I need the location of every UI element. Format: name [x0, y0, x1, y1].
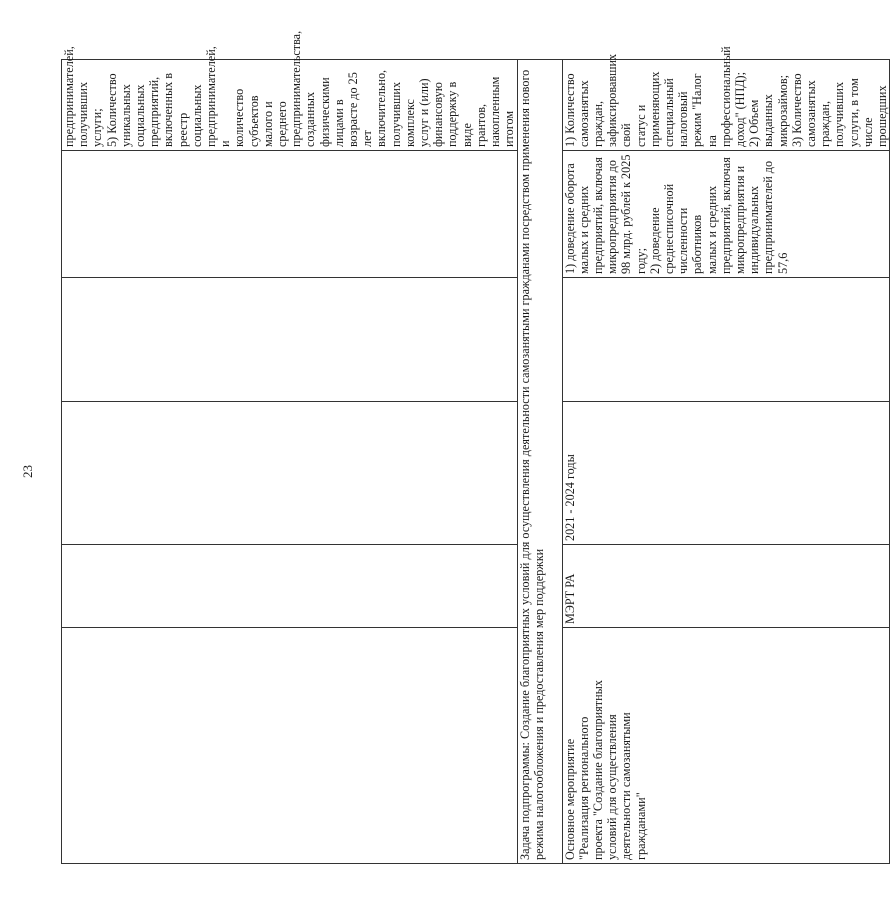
- cell-period: 2021 - 2024 годы: [562, 402, 890, 545]
- cell-executor: [62, 545, 518, 628]
- cell-indicators: 1) Количество самозанятых граждан, зафиксировавших свой статус и применяющих специальный налоговый режим "Налог на профессиональный доход" (НПД); 2) Объем выданных микрозаймов; 3) Количество самозанятых граждан, получивших услуги, в том числе прошедших: [562, 60, 890, 151]
- table-row-continuation: [62, 60, 518, 864]
- cell-period: [62, 402, 518, 545]
- page-number: 23: [20, 465, 35, 478]
- cell-event-name: Основное мероприятие "Реализация регионального проекта "Создание благоприятных условий для осуществления деятельности самозанятыми гражданами": [562, 628, 890, 864]
- cell-event: [62, 628, 518, 864]
- cell-indicators: предпринимателей, получивших услуги; 5) Количество уникальных социальных предприятий, включенных в реестр социальных предпринимателей, и количество субъектов малого и среднего предпринимательства, созданных физическими лицами в возрасте до 25 лет включительно, получивших комплекс услуг и (или) финансовую поддержку в виде грантов, накопленным итогом: [62, 60, 518, 151]
- cell-results: [62, 151, 518, 278]
- table-row-task: [517, 60, 562, 864]
- cell-executor: МЭРТ РА: [562, 545, 890, 628]
- program-table: [61, 30, 889, 864]
- table-row-event: [562, 60, 890, 864]
- task-heading: Задача подпрограммы: Создание благоприятных условий для осуществления деятельности самозанятыми гражданами посредством применения нового режима налогообложения и предоставления мер поддержки: [517, 60, 562, 864]
- cell-results: 1) доведение оборота малых и средних предприятий, включая микропредприятия до 98 млрд. рублей к 2025 году; 2) доведение среднесписочной численности работников малых и средних предприятий, включая микропредприятия и индивидуальных предпринимателей до 57,6: [562, 151, 890, 278]
- cell-empty: [62, 278, 518, 402]
- cell-empty: [562, 278, 890, 402]
